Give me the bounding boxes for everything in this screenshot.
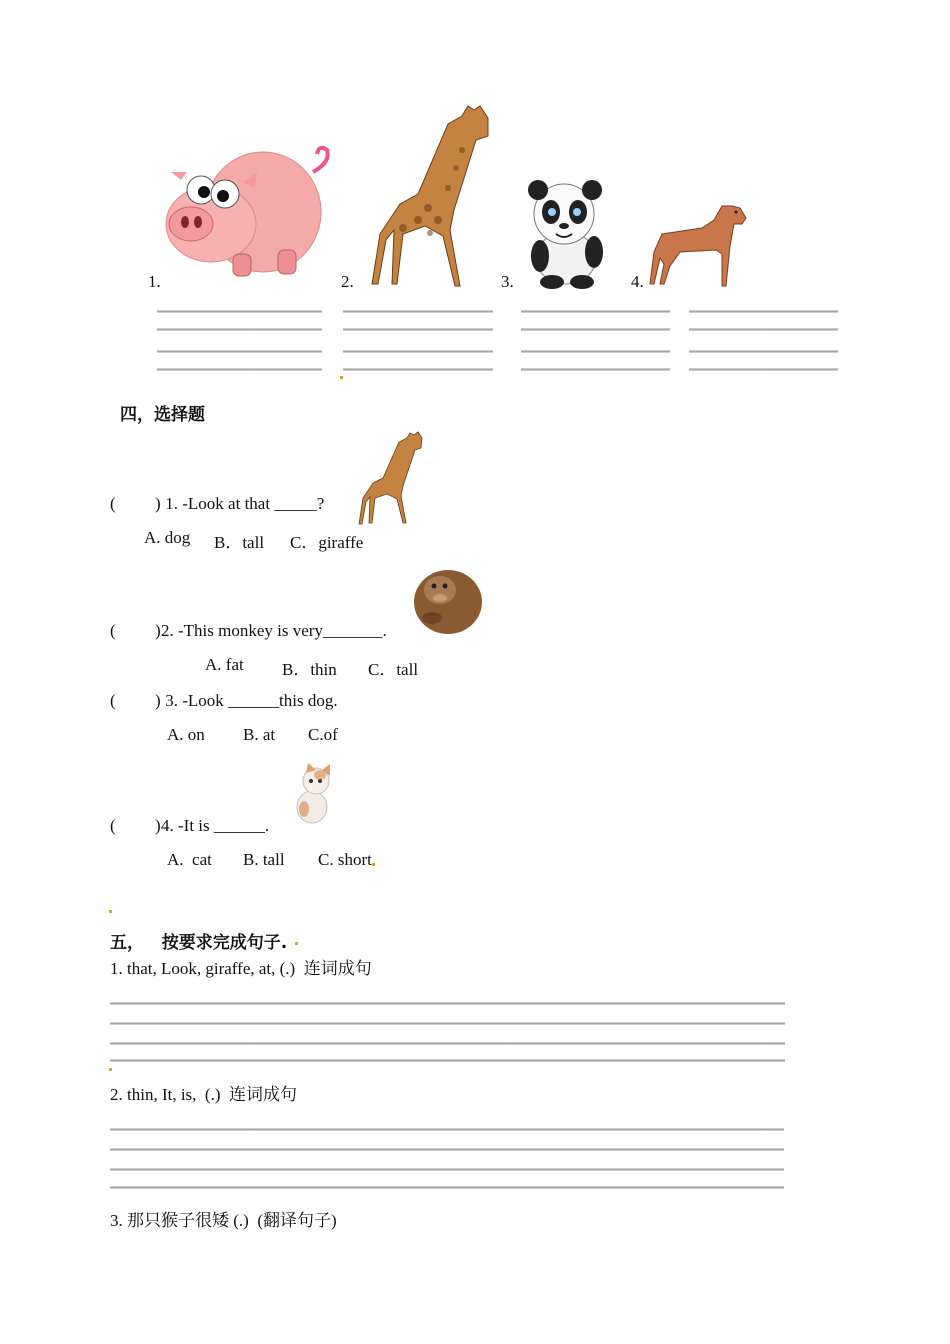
option-a[interactable]: A. fat: [205, 655, 244, 674]
option-c[interactable]: C. short: [318, 850, 372, 869]
answer-paren-close: ): [155, 494, 161, 513]
option-b[interactable]: B. at: [243, 725, 276, 744]
option-b[interactable]: B. tall: [243, 850, 285, 869]
edit-mark: [340, 376, 343, 379]
sentence-task-3: 3. 那只猴子很矮 (.) (翻译句子): [110, 1211, 337, 1230]
writing-lines-2[interactable]: [343, 310, 493, 374]
animal-label-4: 4.: [631, 272, 644, 291]
cat-icon: [290, 763, 335, 825]
answer-paren-open[interactable]: (: [110, 816, 116, 835]
animal-label-2: 2.: [341, 272, 354, 291]
giraffe-picture: [358, 88, 498, 283]
monkey-icon: [410, 560, 485, 638]
question-stem: 2. -This monkey is very_______.: [161, 621, 387, 640]
section4-title: 四，选择题: [120, 405, 205, 425]
answer-paren-close: ): [155, 691, 161, 710]
answer-paren-close: ): [155, 816, 161, 835]
edit-mark: [372, 863, 375, 866]
giraffe-icon: [352, 428, 427, 508]
animal-label-3: 3.: [501, 272, 514, 291]
writing-lines-sentence-1[interactable]: [110, 1002, 785, 1066]
question-stem: 3. -Look ______this dog.: [161, 691, 338, 710]
answer-paren-open[interactable]: (: [110, 494, 116, 513]
panda-picture: [518, 180, 613, 290]
option-b[interactable]: B．tall: [214, 533, 265, 552]
writing-lines-sentence-2[interactable]: [110, 1128, 784, 1192]
answer-paren-close: ): [155, 621, 161, 640]
option-a[interactable]: A. on: [167, 725, 205, 744]
option-a[interactable]: A. dog: [144, 528, 191, 547]
edit-mark: [109, 1068, 112, 1071]
edit-mark: [295, 942, 298, 945]
sentence-task-1: 1. that, Look, giraffe, at, (.) 连词成句: [110, 959, 372, 978]
answer-paren-open[interactable]: (: [110, 621, 116, 640]
edit-mark: [109, 910, 112, 913]
question-stem: 1. -Look at that _____?: [161, 494, 325, 513]
question-stem: 4. -It is ______.: [161, 816, 270, 835]
sentence-task-2: 2. thin, It, is, (.) 连词成句: [110, 1085, 297, 1104]
option-a[interactable]: A. cat: [167, 850, 212, 869]
writing-lines-1[interactable]: [157, 310, 322, 374]
section5-title: 五， 按要求完成句子.: [110, 933, 288, 953]
writing-lines-4[interactable]: [689, 310, 838, 374]
pig-picture: [163, 142, 333, 282]
option-c[interactable]: C．tall: [368, 660, 419, 679]
option-c[interactable]: C．giraffe: [290, 533, 364, 552]
answer-paren-open[interactable]: (: [110, 691, 116, 710]
animal-label-1: 1.: [148, 272, 161, 291]
dog-picture: [648, 202, 753, 287]
option-c[interactable]: C.of: [308, 725, 338, 744]
option-b[interactable]: B．thin: [282, 660, 337, 679]
writing-lines-3[interactable]: [521, 310, 670, 374]
